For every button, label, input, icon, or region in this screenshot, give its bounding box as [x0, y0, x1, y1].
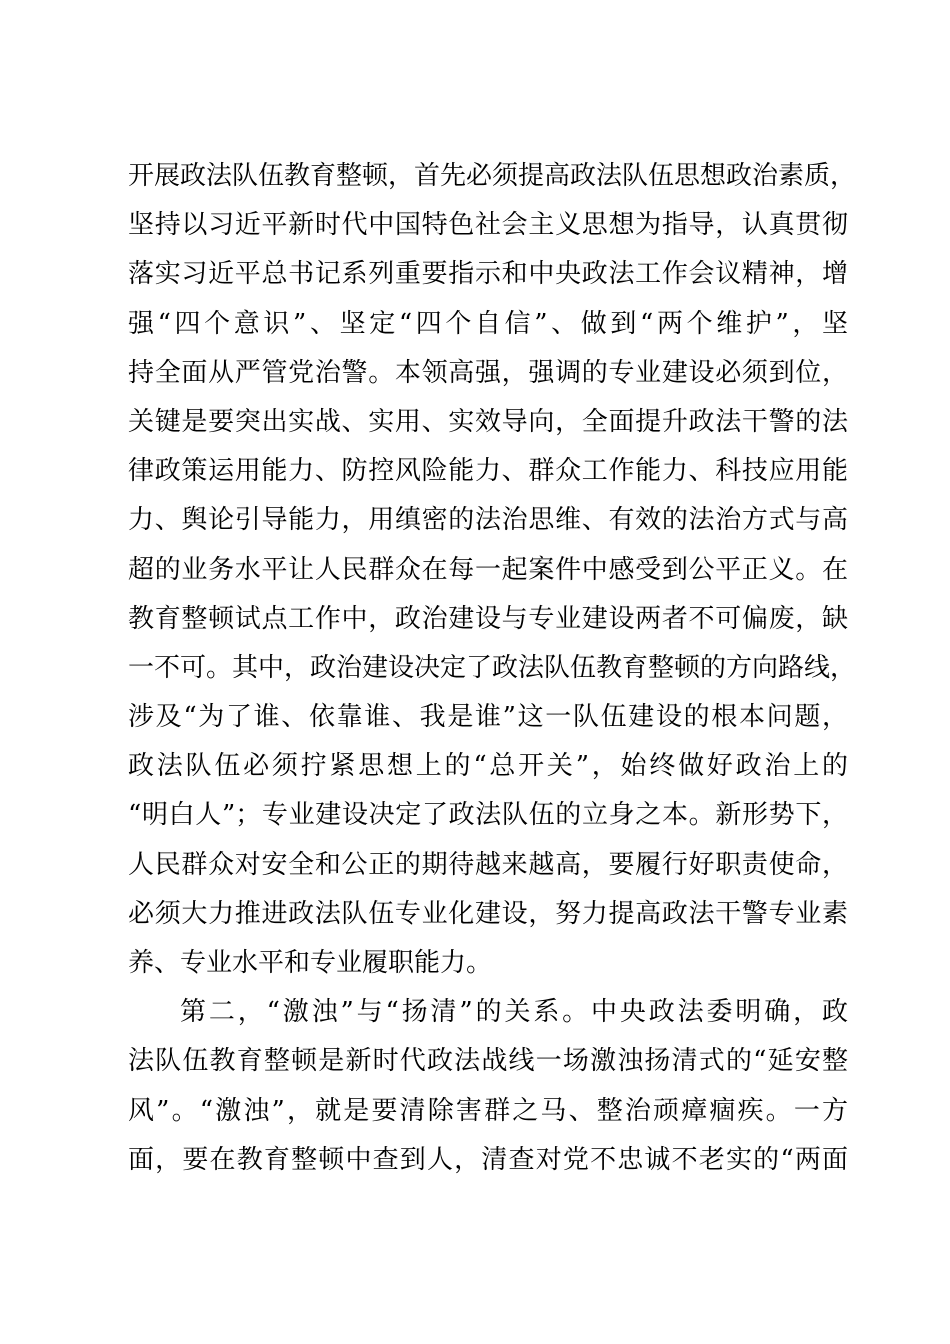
text-line: 风”。“激浊”，就是要清除害群之马、整治顽瘴痼疾。一方	[128, 1095, 848, 1126]
text-line: 教育整顿试点工作中，政治建设与专业建设两者不可偏废，缺	[128, 603, 848, 634]
text-line: 坚持以习近平新时代中国特色社会主义思想为指导，认真贯彻	[128, 210, 848, 241]
text-line: 开展政法队伍教育整顿，首先必须提高政法队伍思想政治素质，	[128, 161, 857, 191]
text-line: 关键是要突出实战、实用、实效导向，全面提升政法干警的法	[128, 406, 848, 437]
text-line: 一不可。其中，政治建设决定了政法队伍教育整顿的方向路线，	[128, 652, 857, 683]
text-line: 涉及“为了谁、依靠谁、我是谁”这一队伍建设的根本问题，	[128, 702, 848, 733]
text-line: 第二，“激浊”与“扬清”的关系。中央政法委明确，政	[180, 997, 848, 1028]
text-line: 律政策运用能力、防控风险能力、群众工作能力、科技应用能	[128, 456, 848, 487]
text-line: 力、舆论引导能力，用缜密的法治思维、有效的法治方式与高	[128, 505, 848, 536]
text-line: 养、专业水平和专业履职能力。	[128, 948, 493, 978]
text-line: 强“四个意识”、坚定“四个自信”、做到“两个维护”，坚	[128, 308, 848, 339]
text-line: 必须大力推进政法队伍专业化建设，努力提高政法干警专业素	[128, 898, 848, 929]
text-line: 人民群众对安全和公正的期待越来越高，要履行好职责使命，	[128, 849, 848, 880]
text-line: “明白人”；专业建设决定了政法队伍的立身之本。新形势下，	[128, 800, 848, 831]
text-line: 持全面从严管党治警。本领高强，强调的专业建设必须到位，	[128, 357, 848, 388]
text-line: 超的业务水平让人民群众在每一起案件中感受到公平正义。在	[128, 554, 848, 585]
text-line: 落实习近平总书记系列重要指示和中央政法工作会议精神，增	[128, 259, 848, 290]
text-line: 政法队伍必须拧紧思想上的“总开关”，始终做好政治上的	[128, 751, 848, 782]
body-text	[128, 152, 857, 1185]
text-line: 面，要在教育整顿中查到人，清查对党不忠诚不老实的“两面	[128, 1144, 848, 1175]
text-line: 法队伍教育整顿是新时代政法战线一场激浊扬清式的“延安整	[128, 1046, 848, 1077]
